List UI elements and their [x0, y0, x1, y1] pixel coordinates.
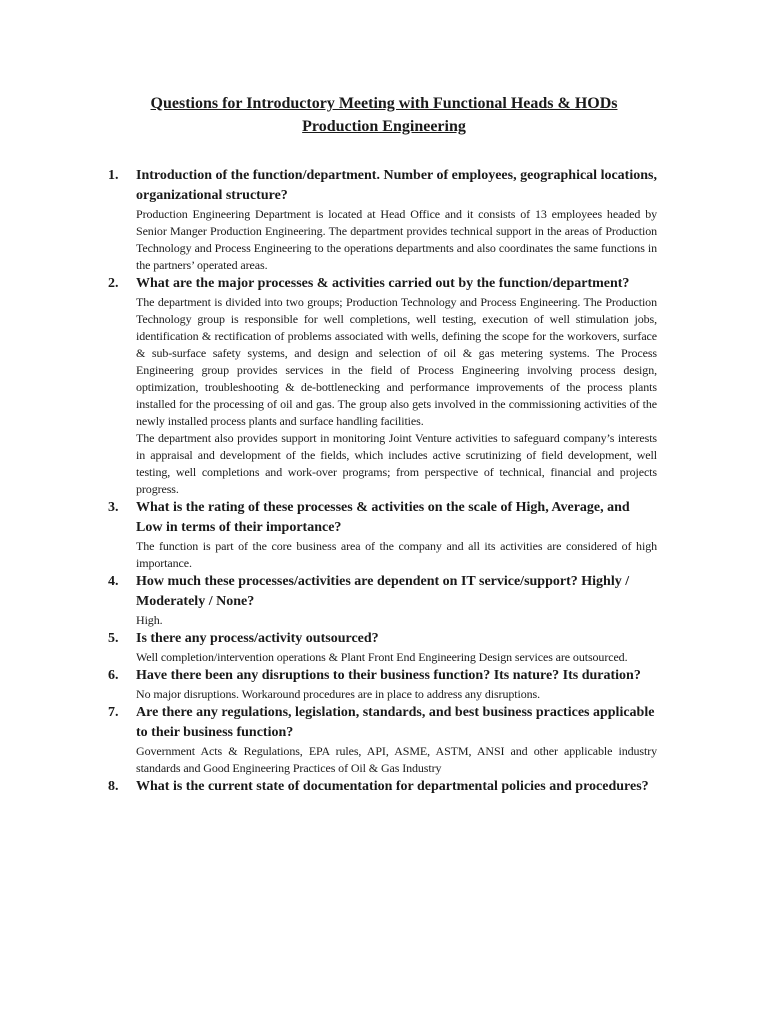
question-text: How much these processes/activities are dependent on IT service/support? Highly / Moderately / None?: [136, 574, 630, 609]
question-item: [108, 274, 657, 498]
answer-text: [136, 649, 657, 666]
answer-text: [136, 538, 657, 572]
question-text: Have there been any disruptions to their business function? Its nature? Its duration?: [136, 668, 641, 683]
answer-text: [136, 686, 657, 703]
question-text: What is the rating of these processes & activities on the scale of High, Average, and Low in terms of their importance?: [136, 500, 630, 535]
question-item: [108, 777, 657, 797]
question-text: What is the current state of documentation for departmental policies and procedures?: [136, 779, 649, 794]
question-number: 2.: [108, 276, 119, 291]
question-text: Are there any regulations, legislation, standards, and best business practices applicable to their business function?: [136, 705, 655, 740]
question-item: [108, 703, 657, 777]
document-subtitle: Production Engineering: [302, 118, 466, 135]
question-number: 7.: [108, 705, 119, 720]
answer-text: [136, 206, 657, 274]
answer-paragraph: The function is part of the core business area of the company and all its activities are considered of high importance.: [136, 539, 657, 570]
document-title: Questions for Introductory Meeting with Functional Heads & HODs: [150, 95, 618, 112]
question-item: [108, 166, 657, 274]
answer-paragraph: Well completion/intervention operations & Plant Front End Engineering Design services are outsourced.: [136, 650, 628, 664]
answer-text: [136, 743, 657, 777]
question-number: 4.: [108, 574, 119, 589]
answer-text: [136, 612, 657, 629]
question-item: [108, 666, 657, 703]
answer-text: [136, 294, 657, 498]
question-item: [108, 572, 657, 629]
answer-paragraph: The department is divided into two groups; Production Technology and Process Engineering. The Production Technology group is responsible for well completions, well testing, execution of well stimulation jobs, identification & rectification of problems associated with wells, defining the scope for the workovers, surface & sub-surface safety systems, and design and selection of oil & gas metering systems. The Process Engineering group provides services in the field of Process Engineering involving process design, optimization, troubleshooting & de-bottlenecking and performance improvements of the process plants installed for the processing of oil and gas. The group also gets involved in the commissioning activities of the newly installed process plants and surface handling facilities.: [136, 295, 657, 428]
question-item: [108, 498, 657, 572]
question-list: [108, 166, 657, 797]
question-number: 8.: [108, 779, 119, 794]
question-text: Introduction of the function/department. Number of employees, geographical locations, organizational structure?: [136, 168, 657, 203]
question-number: 5.: [108, 631, 119, 646]
answer-paragraph: Production Engineering Department is located at Head Office and it consists of 13 employees headed by Senior Manger Production Engineering. The department provides technical support in the areas of Production Technology and Process Engineering to the operations departments and also coordinates the same functions in the partners’ operated areas.: [136, 207, 657, 272]
question-number: 3.: [108, 500, 119, 515]
answer-paragraph: No major disruptions. Workaround procedures are in place to address any disruptions.: [136, 687, 540, 701]
question-text: Is there any process/activity outsourced?: [136, 631, 379, 646]
answer-paragraph: High.: [136, 613, 163, 627]
question-text: What are the major processes & activities carried out by the function/department?: [136, 276, 630, 291]
question-item: [108, 629, 657, 666]
question-number: 1.: [108, 168, 119, 183]
answer-paragraph: The department also provides support in monitoring Joint Venture activities to safeguard company’s interests in appraisal and development of the fields, which includes active scrutinizing of field development, well testing, well completions and work-over programs; from perspective of technical, financial and projects progress.: [136, 431, 657, 496]
question-number: 6.: [108, 668, 119, 683]
answer-paragraph: Government Acts & Regulations, EPA rules, API, ASME, ASTM, ANSI and other applicable industry standards and Good Engineering Practices of Oil & Gas Industry: [136, 744, 657, 775]
